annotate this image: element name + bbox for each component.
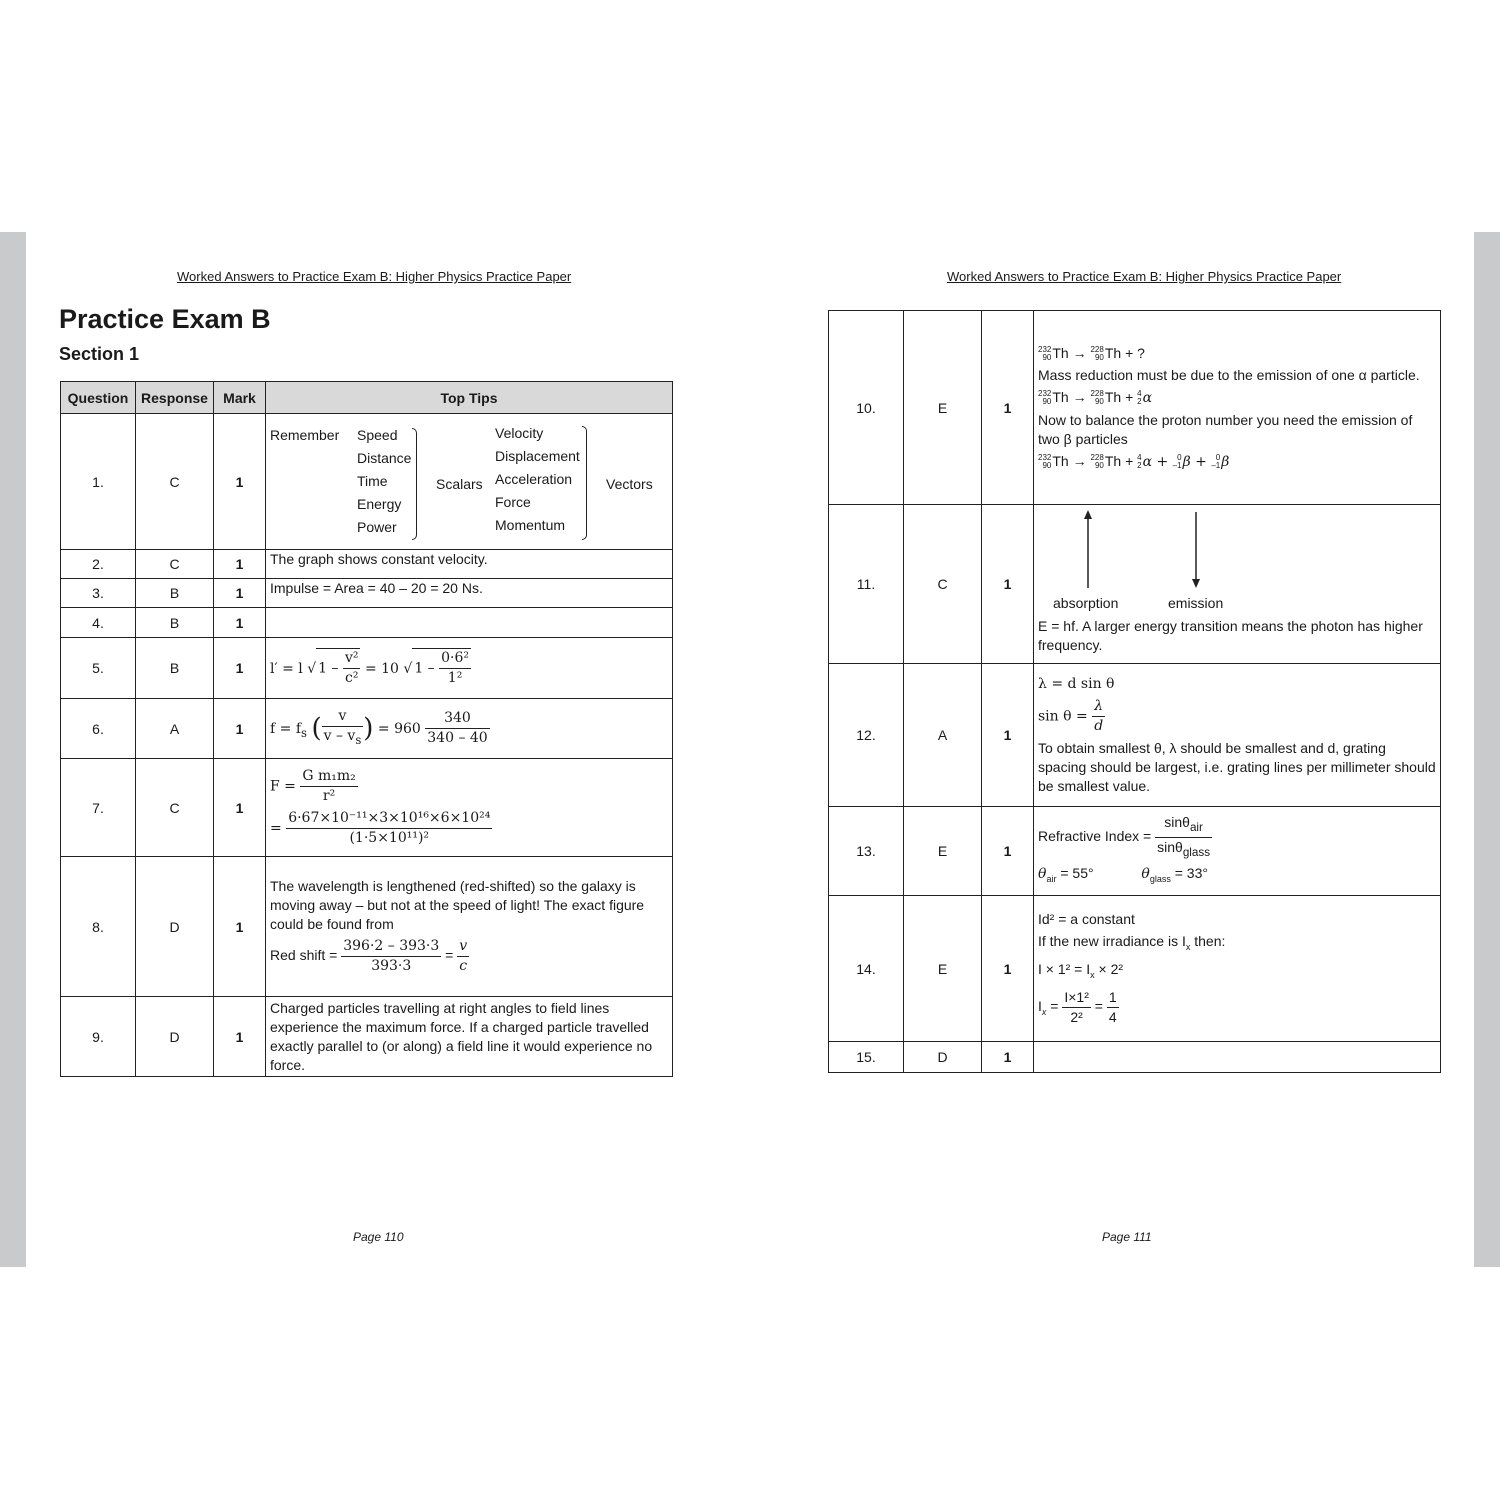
question-number: 2. [61, 550, 136, 579]
subscript: glass [1149, 874, 1171, 885]
up-arrow-icon [1084, 510, 1092, 519]
numerator: v [457, 937, 469, 957]
equation-term: I [1038, 998, 1042, 1014]
scalar-item: Speed [357, 426, 398, 443]
top-tip [266, 638, 673, 699]
response: C [136, 414, 214, 550]
mark: 1 [982, 505, 1034, 664]
page-number: Page 111 [1102, 1230, 1152, 1244]
equation-term: Th + ? [1104, 344, 1145, 361]
mark: 1 [982, 896, 1034, 1042]
top-tip [1034, 311, 1441, 505]
top-tip [1034, 807, 1441, 896]
top-tip: Impulse = Area = 40 – 20 = 20 Ns. [266, 579, 673, 608]
equation-term: θ [1038, 866, 1047, 883]
denominator: c² [344, 670, 359, 686]
numerator: λ [1092, 697, 1105, 717]
tip-text-part: If the new irradiance is I [1038, 933, 1186, 950]
mark: 1 [982, 311, 1034, 505]
tip-text: E = hf. A larger energy transition means the photon has higher frequency. [1038, 618, 1423, 653]
equation-term: β [1221, 453, 1230, 470]
answers-table [60, 381, 673, 1077]
denominator [1155, 838, 1212, 862]
equation-term: = [445, 947, 454, 964]
tip-text: Mass reduction must be due to the emission of one α particle. [1038, 366, 1420, 383]
top-tip [1034, 1042, 1441, 1073]
denominator: 393·3 [371, 958, 412, 974]
tip-text: The wavelength is lengthened (red-shifted) so the galaxy is moving away – but not at the speed of light! The exact figure could be found from [270, 878, 645, 932]
sqrt-term: 1 – $\frac{\text{0·6²}}{\text{1²}}$ [414, 650, 470, 686]
table-row [829, 311, 1441, 505]
numerator: 0·6² [439, 649, 471, 669]
scalars-brace [412, 428, 417, 540]
vectors-brace [582, 426, 587, 540]
question-number: 8. [61, 857, 136, 997]
emission-label: emission [1168, 595, 1224, 611]
decay-equation [1038, 388, 1436, 408]
scalar-item: Energy [357, 495, 402, 512]
equation-term: × 2² [1094, 961, 1124, 977]
top-tip: The graph shows constant velocity. [266, 550, 673, 579]
table-row [61, 699, 673, 759]
table-row [829, 896, 1441, 1042]
numerator: 340 [425, 709, 489, 729]
running-header: Worked Answers to Practice Exam B: Higher Physics Practice Paper [947, 269, 1342, 284]
fraction [286, 809, 492, 848]
question-number: 9. [61, 997, 136, 1077]
numerator: v [322, 707, 364, 727]
vector-item: Acceleration [495, 470, 573, 487]
column-header-top-tips: Top Tips [266, 382, 673, 414]
sqrt-term: 1 – $\frac{\text{v²}}{\text{c²}}$ [318, 650, 359, 686]
remember-label: Remember [270, 426, 340, 443]
response: B [136, 579, 214, 608]
transition-diagram [1038, 510, 1436, 614]
fraction [457, 937, 469, 976]
top-tip: Charged particles travelling at right angles to field lines experience the maximum force. If a charged particle travelled exactly parallel to (or along) a field line it would experience no force. [266, 997, 673, 1077]
response: E [904, 896, 982, 1042]
equation-term: Th → [1052, 452, 1091, 469]
question-number: 15. [829, 1042, 904, 1073]
equation-term: Red shift = [270, 947, 338, 964]
fraction [439, 649, 471, 688]
mark: 1 [214, 699, 266, 759]
equation-term: Th → [1052, 388, 1091, 405]
response: D [136, 997, 214, 1077]
table-row [61, 997, 673, 1077]
question-number: 6. [61, 699, 136, 759]
numerator: G m₁m₂ [300, 767, 357, 787]
mark: 1 [214, 579, 266, 608]
table-row [829, 1042, 1441, 1073]
vector-item: Displacement [495, 447, 580, 464]
response: B [136, 638, 214, 699]
scalars-label: Scalars [436, 475, 483, 492]
nuclide-numbers: 4 2 [1137, 388, 1142, 406]
nuclide-numbers: 228 90 [1090, 452, 1104, 470]
vector-item: Velocity [495, 424, 544, 441]
question-number: 11. [829, 505, 904, 664]
decay-equation [1038, 344, 1436, 363]
question-number: 13. [829, 807, 904, 896]
table-header-row [61, 382, 673, 414]
scalar-item: Power [357, 518, 397, 535]
response: A [136, 699, 214, 759]
doppler-equation: $f = f_s$ ( $\frac{v}{v - v_s}$ ) = 960 $\frac{340}{340 - 40}$ [270, 721, 490, 737]
top-tip [266, 608, 673, 638]
fraction [1155, 813, 1212, 862]
running-header: Worked Answers to Practice Exam B: Higher Physics Practice Paper [177, 269, 572, 284]
subscript: air [1046, 874, 1057, 885]
fraction [322, 707, 364, 750]
irradiance-equation [1038, 960, 1436, 985]
tip-text: Now to balance the proton number you need the emission of two β particles [1038, 411, 1413, 447]
denominator: 340 – 40 [427, 730, 488, 746]
column-header-question: Question [61, 382, 136, 414]
top-tip [1034, 664, 1441, 807]
table-row [61, 579, 673, 608]
equation-term: l′ = l [270, 660, 303, 677]
numerator [1155, 813, 1212, 838]
mark: 1 [214, 638, 266, 699]
subscript: glass [1182, 845, 1211, 859]
response: C [136, 550, 214, 579]
question-number: 14. [829, 896, 904, 1042]
scalars-vectors-diagram [270, 422, 668, 542]
question-number: 3. [61, 579, 136, 608]
top-tip [266, 857, 673, 997]
nuclide-numbers: 0 –1 [1172, 452, 1182, 470]
grating-equation: λ = d sin θ [1038, 675, 1115, 692]
question-number: 10. [829, 311, 904, 505]
subscript: s [301, 725, 307, 740]
equation-term: = [1046, 998, 1059, 1014]
page-title: Practice Exam B [59, 304, 271, 334]
equation-term: Th + [1104, 452, 1138, 469]
vector-item: Force [495, 493, 531, 510]
denominator: 2² [1070, 1008, 1083, 1025]
question-number: 12. [829, 664, 904, 807]
nuclide-numbers: 232 90 [1038, 452, 1052, 470]
question-number: 4. [61, 608, 136, 638]
denominator: c [459, 958, 468, 974]
denominator-text: sinθ [1157, 838, 1183, 855]
top-tip [266, 759, 673, 857]
section-title: Section 1 [59, 344, 140, 364]
mark: 1 [214, 414, 266, 550]
top-tip [1034, 896, 1441, 1042]
answers-table-continued [828, 310, 1441, 1073]
gravitation-substitution [270, 809, 668, 848]
numerator: I×1² [1062, 988, 1091, 1008]
absorption-label: absorption [1053, 595, 1119, 611]
time-dilation-equation: l′ = l √ 1 – $\frac{\text{v²}}{\text{c²}}$ = 10 √ 1 – $\frac{\text{0·6²}}{\text{1²}}$ [270, 650, 470, 686]
subscript: s [355, 732, 362, 747]
right-margin-strip [1474, 232, 1500, 1267]
decay-equation [1038, 452, 1436, 472]
mark: 1 [214, 759, 266, 857]
gravitation-equation [270, 767, 668, 806]
numerator: 1 [1107, 988, 1119, 1008]
fraction [1092, 697, 1105, 736]
column-header-response: Response [136, 382, 214, 414]
refractive-index-equation [1038, 813, 1436, 862]
scalar-item: Distance [357, 449, 412, 466]
equation-term: = [270, 820, 282, 837]
denominator: r² [322, 788, 336, 804]
angle-value: = 55° [1060, 865, 1094, 882]
down-arrow-icon [1192, 579, 1200, 588]
response: C [136, 759, 214, 857]
top-tip [1034, 505, 1441, 664]
question-number: 1. [61, 414, 136, 550]
tip-text [1038, 932, 1436, 957]
nuclide-numbers: 228 90 [1090, 344, 1104, 362]
tip-text: To obtain smallest θ, λ should be smallest and d, grating spacing should be largest, i.e. grating lines per millimeter should be smallest value. [1038, 739, 1436, 794]
fraction [343, 649, 361, 688]
mark: 1 [982, 807, 1034, 896]
equation-term: Th → [1052, 344, 1091, 361]
equation-term: F = [270, 778, 296, 795]
numerator: 396·2 – 393·3 [341, 937, 441, 957]
fraction [1062, 988, 1091, 1027]
table-row [61, 414, 673, 550]
fraction [300, 767, 357, 806]
right-page [750, 232, 1474, 1267]
left-page [26, 232, 750, 1267]
question-number: 5. [61, 638, 136, 699]
mark: 1 [214, 550, 266, 579]
nuclide-numbers: 4 2 [1137, 452, 1142, 470]
red-shift-equation [270, 937, 668, 976]
sine-equation [1038, 697, 1436, 736]
column-header-mark: Mark [214, 382, 266, 414]
nuclide-numbers: 232 90 [1038, 388, 1052, 406]
response: C [904, 505, 982, 664]
equation-term: = 10 [364, 660, 399, 677]
equation-term: α [1142, 389, 1153, 406]
denominator: 4 [1108, 1008, 1117, 1025]
subscript: air [1189, 820, 1203, 834]
numerator-text: sinθ [1164, 813, 1190, 830]
table-row [61, 608, 673, 638]
response: E [904, 311, 982, 505]
numerator: v² [343, 649, 361, 669]
response: D [136, 857, 214, 997]
equation-term: f = f [270, 720, 301, 737]
table-row [61, 550, 673, 579]
equation-term: Th + [1104, 388, 1138, 405]
nuclide-numbers: 0 –1 [1211, 452, 1221, 470]
vectors-label: Vectors [606, 475, 653, 492]
table-row [829, 505, 1441, 664]
subscript: x [1185, 942, 1191, 952]
mark: 1 [214, 857, 266, 997]
response: A [904, 664, 982, 807]
table-row [829, 807, 1441, 896]
vector-item: Momentum [495, 516, 566, 533]
table-row [61, 759, 673, 857]
equation-term: Refractive Index = [1038, 827, 1152, 844]
denominator-text: v – v [323, 728, 356, 745]
equation-term: β + [1182, 453, 1212, 470]
page-number: Page 110 [353, 1230, 404, 1244]
denominator: d [1094, 717, 1104, 734]
subscript: x [1090, 969, 1095, 980]
nuclide-numbers: 228 90 [1090, 388, 1104, 406]
irradiance-solution [1038, 988, 1436, 1027]
fraction [425, 709, 489, 748]
table-row [829, 664, 1441, 807]
equation-term: θ [1141, 866, 1150, 883]
tip-text: Id² = a constant [1038, 911, 1135, 928]
equation-term: I × 1² = I [1038, 961, 1091, 977]
top-tip [266, 414, 673, 550]
mark: 1 [982, 664, 1034, 807]
response: B [136, 608, 214, 638]
denominator: 1² [447, 670, 463, 686]
equation-term: = [1094, 998, 1103, 1014]
response: D [904, 1042, 982, 1073]
response: E [904, 807, 982, 896]
denominator: (1·5×10¹¹)² [349, 830, 430, 846]
left-margin-strip [0, 232, 26, 1267]
fraction [1107, 988, 1119, 1027]
equation-term: α + [1142, 453, 1173, 470]
equation-term: sin θ = [1038, 708, 1088, 724]
table-row [61, 638, 673, 699]
numerator: 6·67×10⁻¹¹×3×10¹⁶×6×10²⁴ [286, 809, 492, 829]
top-tip [266, 699, 673, 759]
question-number: 7. [61, 759, 136, 857]
subscript: x [1041, 1006, 1047, 1017]
mark: 1 [214, 997, 266, 1077]
angle-values [1038, 864, 1436, 889]
scalar-item: Time [357, 472, 388, 489]
table-row [61, 857, 673, 997]
tip-text-part: then: [1190, 933, 1226, 950]
nuclide-numbers: 232 90 [1038, 344, 1052, 362]
angle-value: = 33° [1174, 865, 1208, 882]
mark: 1 [214, 608, 266, 638]
equation-term: = 960 [377, 720, 421, 737]
fraction [341, 937, 441, 976]
transition-arrows [1038, 510, 1238, 590]
denominator [322, 727, 364, 750]
mark: 1 [982, 1042, 1034, 1073]
